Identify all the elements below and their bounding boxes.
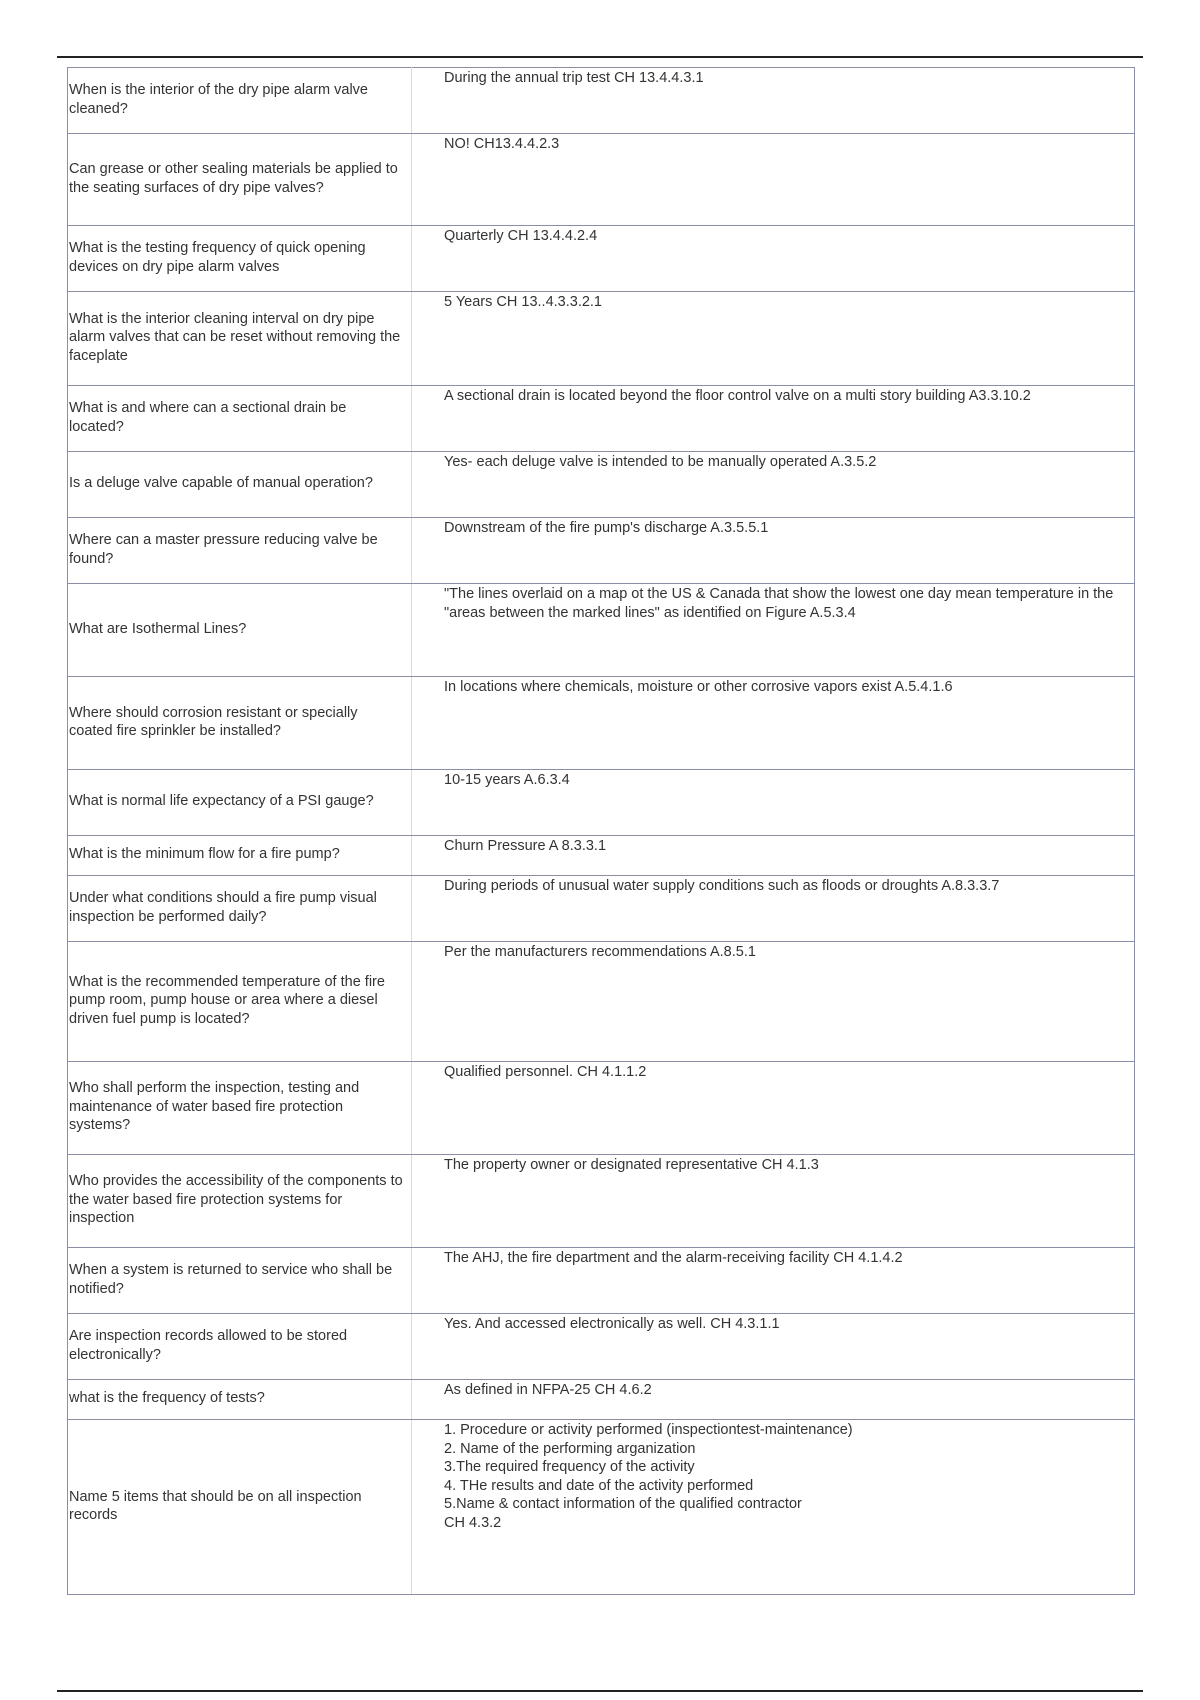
answer-cell [412, 1062, 1135, 1155]
answer-cell [412, 1248, 1135, 1314]
bottom-rule [57, 1690, 1143, 1692]
answer-text: During periods of unusual water supply conditions such as floods or droughts A.8.3.3.7 [444, 878, 1000, 894]
question-cell [68, 518, 412, 584]
question-text: When is the interior of the dry pipe alarm valve cleaned? [69, 82, 368, 117]
table-row [68, 134, 1135, 226]
top-rule [57, 56, 1143, 58]
answer-cell [412, 770, 1135, 836]
answer-cell [412, 584, 1135, 677]
qa-table [67, 67, 1135, 1595]
question-text: Are inspection records allowed to be stored electronically? [69, 1328, 348, 1363]
answer-cell [412, 452, 1135, 518]
table-row [68, 1314, 1135, 1380]
answer-text: The AHJ, the fire department and the alarm-receiving facility CH 4.1.4.2 [444, 1250, 903, 1266]
table-row [68, 1420, 1135, 1595]
answer-text: A sectional drain is located beyond the floor control valve on a multi story building A3.3.10.2 [444, 388, 1031, 404]
table-row [68, 836, 1135, 876]
table-row [68, 1380, 1135, 1420]
question-cell [68, 1062, 412, 1155]
answer-cell [412, 1314, 1135, 1380]
table-row [68, 1155, 1135, 1248]
answer-text: Churn Pressure A 8.3.3.1 [444, 838, 607, 854]
answer-text: The property owner or designated representative CH 4.1.3 [444, 1157, 819, 1173]
answer-text: 10-15 years A.6.3.4 [444, 772, 570, 788]
table-row [68, 584, 1135, 677]
answer-text: Quarterly CH 13.4.4.2.4 [444, 228, 598, 244]
table-row [68, 452, 1135, 518]
answer-text: 5 Years CH 13..4.3.3.2.1 [444, 294, 602, 310]
table-row [68, 942, 1135, 1062]
answer-cell [412, 836, 1135, 876]
question-text: Under what conditions should a fire pump visual inspection be performed daily? [69, 890, 377, 925]
question-text: Who provides the accessibility of the components to the water based fire protection systems for inspection [69, 1173, 403, 1227]
answer-text: Yes. And accessed electronically as well. CH 4.3.1.1 [444, 1316, 780, 1332]
question-cell [68, 452, 412, 518]
question-cell [68, 677, 412, 770]
table-row [68, 68, 1135, 134]
question-cell [68, 386, 412, 452]
table-row [68, 292, 1135, 386]
question-text: what is the frequency of tests? [69, 1390, 265, 1407]
answer-text: Downstream of the fire pump's discharge A.3.5.5.1 [444, 520, 769, 536]
answer-cell [412, 386, 1135, 452]
question-text: Where should corrosion resistant or specially coated fire sprinkler be installed? [69, 704, 358, 739]
table-row [68, 1248, 1135, 1314]
answer-text: In locations where chemicals, moisture or other corrosive vapors exist A.5.4.1.6 [444, 679, 953, 695]
answer-cell [412, 226, 1135, 292]
question-text: What is the testing frequency of quick opening devices on dry pipe alarm valves [69, 240, 366, 275]
answer-text: During the annual trip test CH 13.4.4.3.1 [444, 70, 704, 86]
question-text: What is the recommended temperature of the fire pump room, pump house or area where a diesel driven fuel pump is located? [69, 973, 385, 1027]
table-row [68, 677, 1135, 770]
answer-cell [412, 68, 1135, 134]
answer-cell [412, 292, 1135, 386]
question-text: Who shall perform the inspection, testing and maintenance of water based fire protection systems? [69, 1080, 360, 1134]
question-cell [68, 1248, 412, 1314]
question-cell [68, 876, 412, 942]
answer-cell [412, 942, 1135, 1062]
answer-cell [412, 1420, 1135, 1595]
table-row [68, 1062, 1135, 1155]
table-row [68, 876, 1135, 942]
question-text: What is and where can a sectional drain be located? [69, 400, 347, 435]
answer-text: "The lines overlaid on a map ot the US & Canada that show the lowest one day mean temperature in the "areas between the marked lines" as identified on Figure A.5.3.4 [444, 586, 1114, 621]
question-text: Where can a master pressure reducing valve be found? [69, 532, 378, 567]
question-text: What is the minimum flow for a fire pump? [69, 846, 340, 863]
question-cell [68, 1314, 412, 1380]
answer-cell [412, 876, 1135, 942]
table-row [68, 386, 1135, 452]
question-cell [68, 226, 412, 292]
question-cell [68, 942, 412, 1062]
question-cell [68, 836, 412, 876]
question-cell [68, 292, 412, 386]
answer-text: As defined in NFPA-25 CH 4.6.2 [444, 1382, 652, 1398]
answer-text: Yes- each deluge valve is intended to be manually operated A.3.5.2 [444, 454, 877, 470]
question-text: What are Isothermal Lines? [69, 620, 247, 637]
answer-cell [412, 134, 1135, 226]
question-cell [68, 134, 412, 226]
answer-text: Per the manufacturers recommendations A.8.5.1 [444, 944, 756, 960]
question-cell [68, 1380, 412, 1420]
question-cell [68, 584, 412, 677]
question-text: Can grease or other sealing materials be applied to the seating surfaces of dry pipe valves? [69, 161, 398, 196]
question-text: What is normal life expectancy of a PSI gauge? [69, 793, 374, 810]
answer-cell [412, 1155, 1135, 1248]
answer-text: NO! CH13.4.4.2.3 [444, 136, 560, 152]
answer-cell [412, 677, 1135, 770]
table-row [68, 226, 1135, 292]
table-row [68, 518, 1135, 584]
answer-cell [412, 518, 1135, 584]
question-cell [68, 1155, 412, 1248]
answer-cell [412, 1380, 1135, 1420]
question-text: Is a deluge valve capable of manual operation? [69, 475, 373, 492]
question-text: When a system is returned to service who shall be notified? [69, 1262, 393, 1297]
answer-text: Qualified personnel. CH 4.1.1.2 [444, 1064, 647, 1080]
question-text: Name 5 items that should be on all inspection records [69, 1488, 362, 1523]
question-cell [68, 1420, 412, 1595]
question-text: What is the interior cleaning interval on dry pipe alarm valves that can be reset without removing the faceplate [69, 310, 401, 364]
answer-text: 1. Procedure or activity performed (inspectiontest-maintenance) 2. Name of the performing arganization 3.The required frequency of the activity 4. THe results and date of the activity performed 5.Name & contact information of the qualified contractor CH 4.3.2 [444, 1422, 853, 1531]
table-row [68, 770, 1135, 836]
question-cell [68, 68, 412, 134]
question-cell [68, 770, 412, 836]
